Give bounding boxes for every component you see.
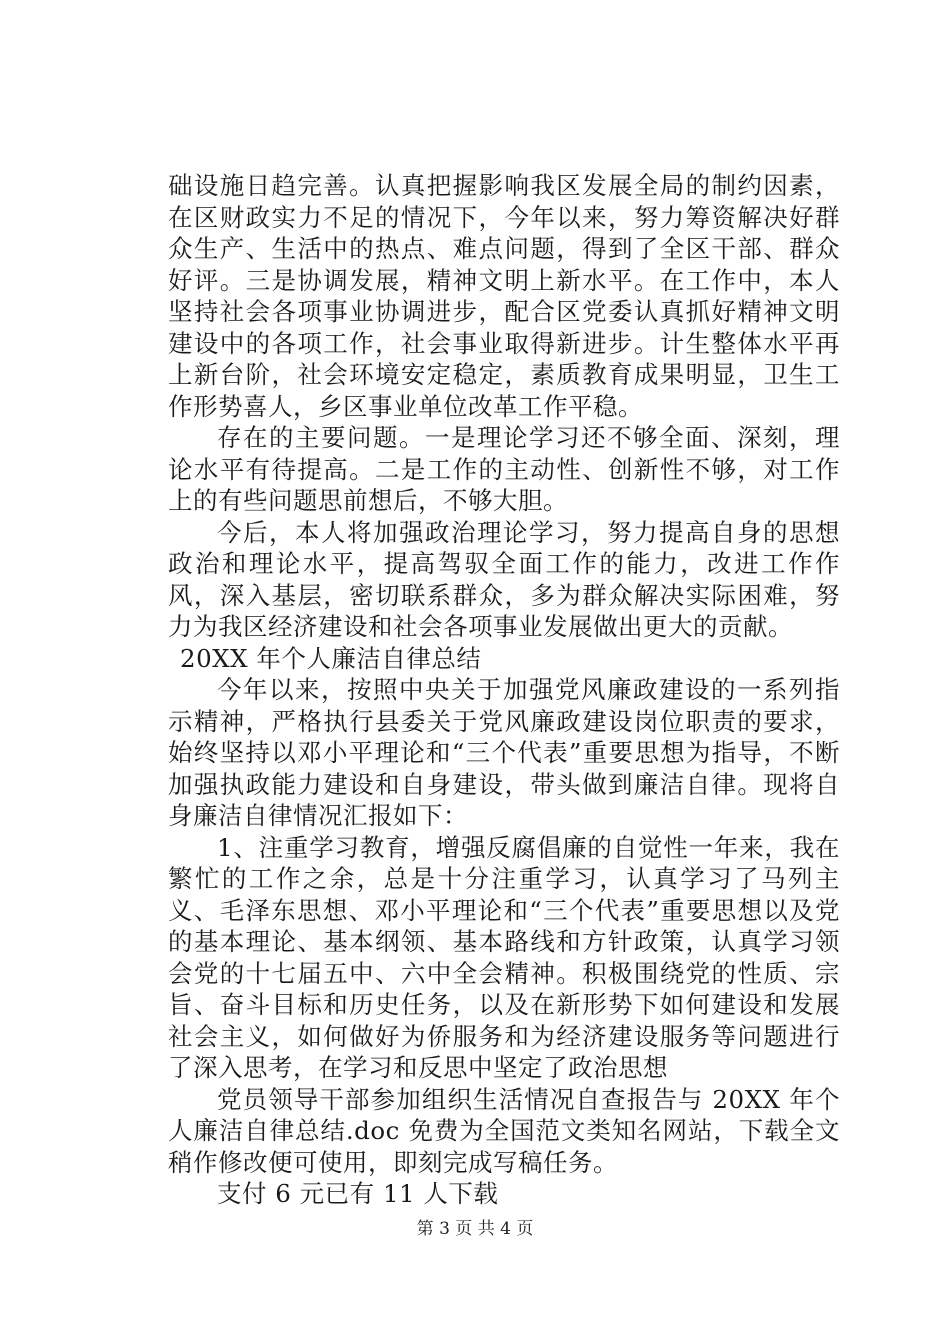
document-body (168, 170, 840, 1210)
paragraph-future: 今后，本人将加强政治理论学习，努力提高自身的思想政治和理论水平，提高驾驭全面工作的能力，改进工作作风，深入基层，密切联系群众，多为群众解决实际困难，努力为我区经济建设和社会各项事业发展做出更大的贡献。 (168, 517, 840, 641)
paragraph-payment-note: 支付 6 元已有 11 人下载 (217, 1179, 499, 1208)
paragraph-item-1: 1、注重学习教育，增强反腐倡廉的自觉性一年来，我在繁忙的工作之余，总是十分注重学习，认真学习了马列主义、毛泽东思想、邓小平理论和“三个代表”重要思想以及党的基本理论、基本纲领、基本路线和方针政策，认真学习领会党的十七届五中、六中全会精神。积极围绕党的性质、宗旨、奋斗目标和历史任务，以及在新形势下如何建设和发展社会主义，如何做好为侨服务和为经济建设服务等问题进行了深入思考，在学习和反思中坚定了政治思想 (168, 832, 840, 1082)
paragraph-continued: 础设施日趋完善。认真把握影响我区发展全局的制约因素，在区财政实力不足的情况下，今年以来，努力筹资解决好群众生产、生活中的热点、难点问题，得到了全区干部、群众好评。三是协调发展，精神文明上新水平。在工作中，本人坚持社会各项事业协调进步，配合区党委认真抓好精神文明建设中的各项工作，社会事业取得新进步。计生整体水平再上新台阶，社会环境安定稳定，素质教育成果明显，卫生工作形势喜人，乡区事业单位改革工作平稳。 (168, 171, 840, 421)
section-heading: 20XX 年个人廉洁自律总结 (180, 643, 482, 673)
paragraph-download-note: 党员领导干部参加组织生活情况自查报告与 20XX 年个人廉洁自律总结.doc 免费为全国范文类知名网站，下载全文稍作修改便可使用，即刻完成写稿任务。 (168, 1084, 840, 1177)
paragraph-intro: 今年以来，按照中央关于加强党风廉政建设的一系列指示精神，严格执行县委关于党风廉政建设岗位职责的要求，始终坚持以邓小平理论和“三个代表”重要思想为指导，不断加强执政能力建设和自身建设，带头做到廉洁自律。现将自身廉洁自律情况汇报如下： (168, 675, 840, 830)
page-number-footer: 第 3 页 共 4 页 (416, 1219, 534, 1239)
paragraph-problems: 存在的主要问题。一是理论学习还不够全面、深刻，理论水平有待提高。二是工作的主动性、创新性不够，对工作上的有些问题思前想后，不够大胆。 (168, 423, 840, 515)
